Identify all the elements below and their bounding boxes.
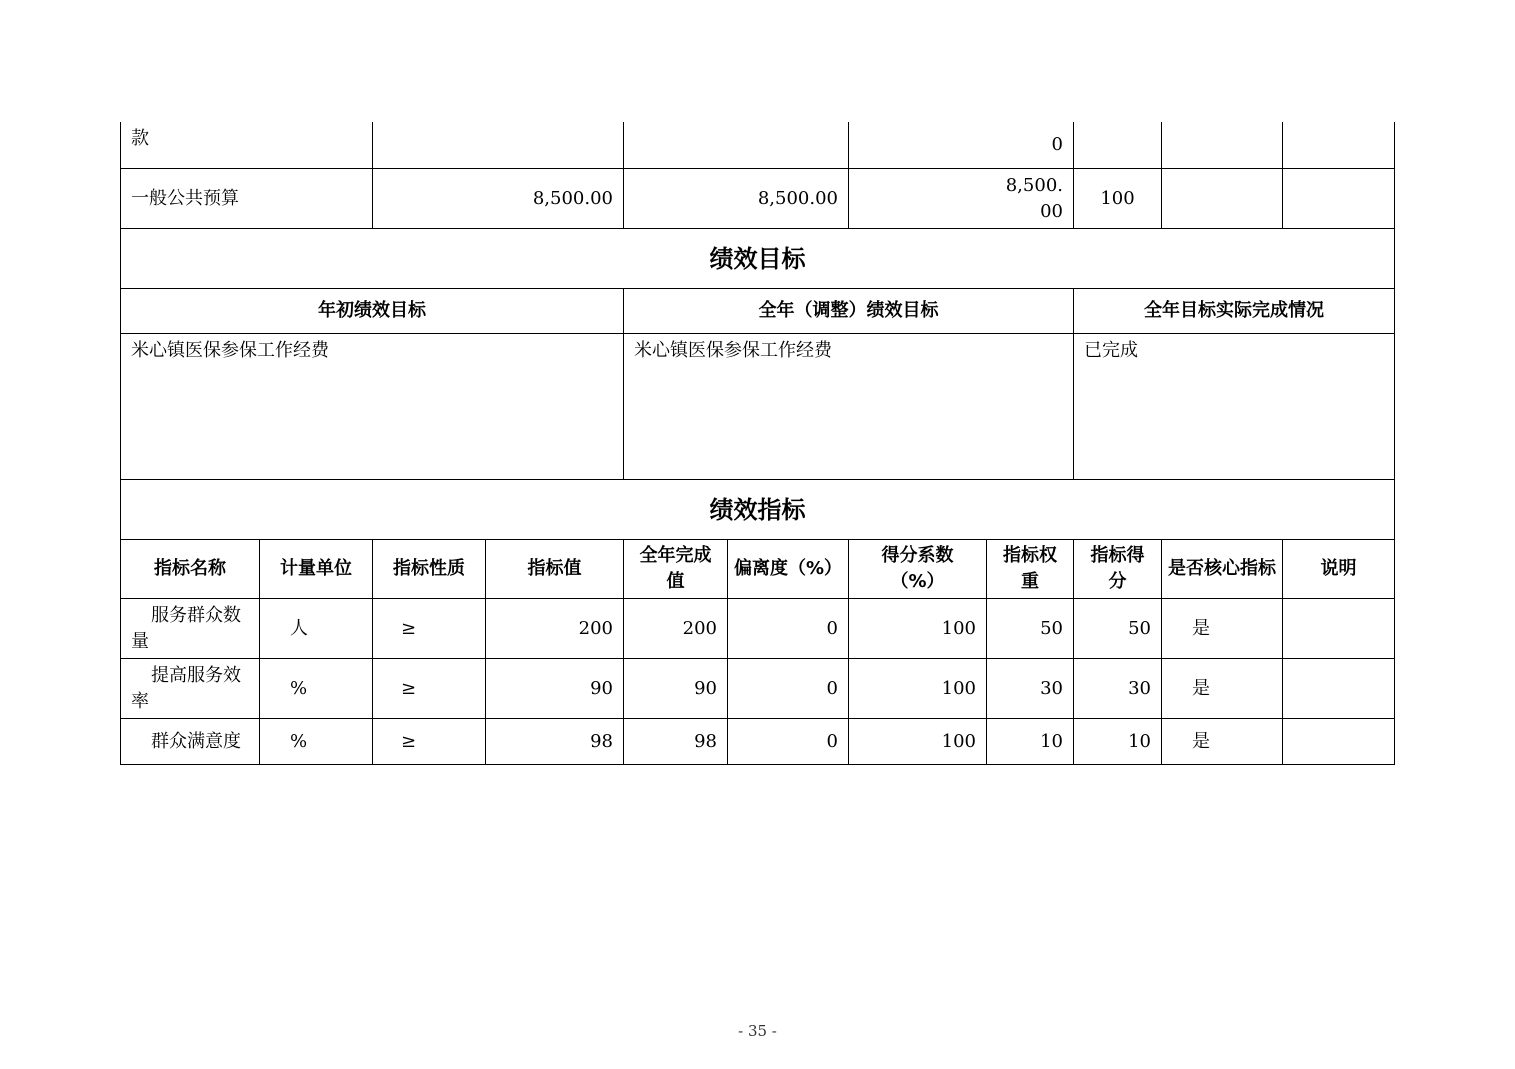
indicator-deviation: 0 [826, 730, 838, 752]
indicator-name: 提高服务效率 [131, 664, 241, 712]
fund-cell: 8,500.00 [757, 187, 838, 209]
fund-cell [1283, 122, 1394, 168]
indicator-nature: ≥ [401, 677, 417, 699]
column-header: 指标名称 [154, 558, 226, 579]
indicator-target: 200 [578, 617, 613, 639]
indicator-actual: 90 [694, 677, 717, 699]
goal-text: 米心镇医保参保工作经费 [131, 340, 329, 361]
column-header: 说明 [1320, 558, 1357, 579]
fund-cell: 0 [1051, 134, 1063, 155]
column-header: 是否核心指标 [1168, 558, 1276, 579]
fund-cell [624, 122, 848, 168]
column-header: 指标值 [527, 558, 582, 579]
indicator-core-flag: 是 [1192, 730, 1210, 752]
fund-name-cell: 款 [131, 128, 149, 149]
indicator-name: 群众满意度 [151, 730, 241, 752]
column-header: 指标权重 [1003, 545, 1057, 592]
indicator-weight: 10 [1040, 730, 1063, 752]
indicator-name: 服务群众数量 [131, 604, 241, 652]
column-header: 计量单位 [280, 558, 352, 579]
goals-header: 年初绩效目标 [318, 300, 426, 321]
indicator-actual: 200 [682, 617, 717, 639]
indicator-coefficient: 100 [941, 617, 976, 639]
column-header: 指标性质 [393, 558, 465, 579]
indicator-weight: 30 [1040, 677, 1063, 699]
column-header: 指标得分 [1090, 545, 1145, 592]
indicators-section-title: 绩效指标 [709, 495, 806, 524]
goals-section-title: 绩效目标 [709, 244, 806, 273]
fund-cell [1162, 169, 1282, 228]
indicator-core-flag: 是 [1192, 677, 1210, 699]
indicator-target: 90 [590, 677, 613, 699]
indicator-deviation: 0 [826, 677, 838, 699]
indicator-core-flag: 是 [1192, 617, 1210, 639]
column-header: 全年完成值 [639, 545, 712, 592]
indicator-note [1283, 599, 1394, 658]
column-header: 偏离度（%） [733, 558, 843, 579]
fund-cell [1162, 122, 1282, 168]
fund-cell [373, 122, 623, 168]
rule-line [120, 764, 1395, 765]
indicator-deviation: 0 [826, 617, 838, 639]
indicator-coefficient: 100 [941, 730, 976, 752]
fund-cell: 8,500.00 [532, 187, 613, 209]
fund-cell: 8,500.00 [1005, 174, 1063, 222]
fund-cell [1283, 169, 1394, 228]
indicator-actual: 98 [694, 730, 717, 752]
indicator-target: 98 [590, 730, 613, 752]
goal-text: 米心镇医保参保工作经费 [634, 340, 832, 361]
indicator-score: 10 [1128, 730, 1151, 752]
goals-header: 全年（调整）绩效目标 [758, 300, 939, 321]
indicator-unit: % [290, 730, 308, 752]
goals-header: 全年目标实际完成情况 [1144, 300, 1324, 321]
fund-cell [1074, 122, 1161, 168]
fund-cell: 100 [1100, 187, 1135, 209]
indicator-note [1283, 659, 1394, 718]
indicator-weight: 50 [1040, 617, 1063, 639]
indicator-coefficient: 100 [941, 677, 976, 699]
indicator-score: 30 [1128, 677, 1151, 699]
indicator-unit: 人 [290, 617, 308, 639]
indicator-score: 50 [1128, 617, 1151, 639]
indicator-note [1283, 719, 1394, 764]
fund-name-cell: 一般公共预算 [131, 187, 239, 209]
page-number: - 35 - [738, 1022, 777, 1040]
column-header: 得分系数（%） [881, 545, 954, 592]
rule-line [1394, 122, 1395, 765]
indicator-nature: ≥ [401, 730, 417, 752]
goal-text: 已完成 [1084, 340, 1138, 361]
indicator-nature: ≥ [401, 617, 417, 639]
indicator-unit: % [290, 677, 308, 699]
